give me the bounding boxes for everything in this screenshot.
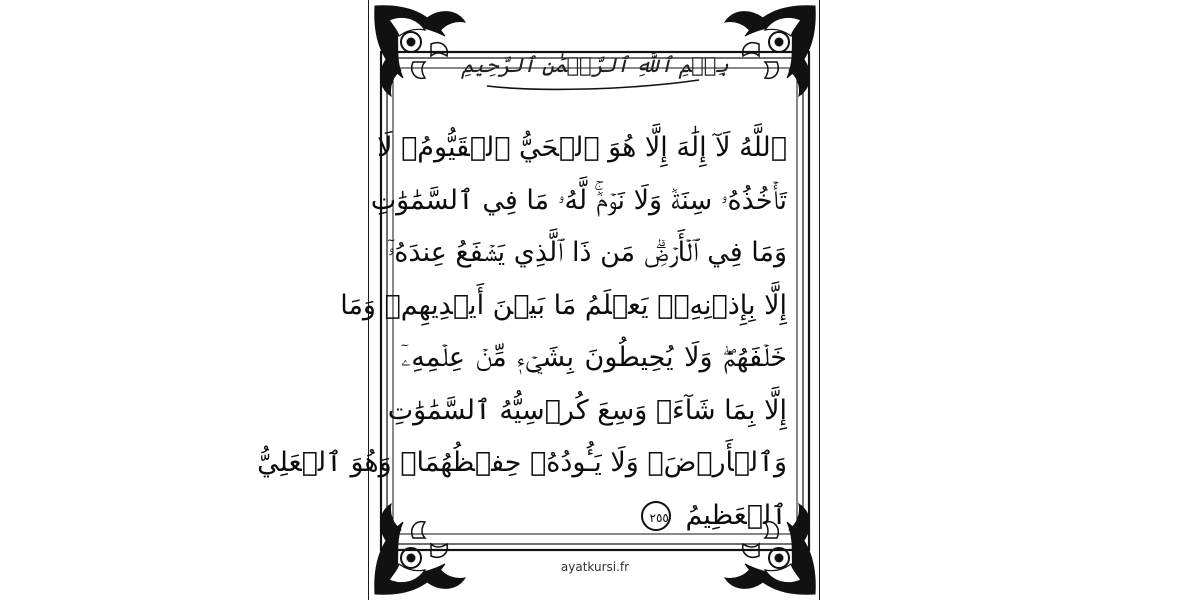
- verse-line: وَمَا فِي ٱلۡأَرۡضِۗ مَن ذَا ٱلَّذِي يَشۡفَعُ عِندَهُۥٓ: [387, 237, 787, 268]
- verse-line: وَٱلۡأَرۡضَۖ وَلَا يَـُٔودُهُۥ حِفۡظُهُمَاۚ وَهُوَ ٱلۡعَلِيُّ: [257, 447, 787, 478]
- basmala-heading: بِسۡمِ ٱللَّهِ ٱلرَّحۡمَٰنِ ٱلرَّحِيمِ: [461, 53, 729, 77]
- verse-line-last: [401, 490, 787, 543]
- verse-line: خَلۡفَهُمۡۖ وَلَا يُحِيطُونَ بِشَيۡءٖ مِّنۡ عِلۡمِهِۦٓ: [401, 342, 787, 373]
- verse-line: إِلَّا بِمَا شَآءَۚ وَسِعَ كُرۡسِيُّهُ ٱلسَّمَٰوَٰتِ: [387, 394, 787, 426]
- verse-text: [257, 122, 787, 534]
- ayat-kursi-poster: [257, 0, 820, 600]
- website-label: ayatkursi.fr: [560, 560, 630, 574]
- ayah-number-marker: ٢٥٥: [641, 501, 671, 531]
- verse-line: إِلَّا بِإِذۡنِهِۦۚ يَعۡلَمُ مَا بَيۡنَ أَيۡدِيهِمۡ وَمَا: [340, 289, 787, 321]
- verse-final-word: ٱلۡعَظِيمُ: [685, 499, 787, 531]
- verse-line: ٱللَّهُ لَآ إِلَٰهَ إِلَّا هُوَ ٱلۡحَيُّ ٱلۡقَيُّومُۚ لَا: [377, 132, 787, 163]
- verse-line: تَأۡخُذُهُۥ سِنَةٞ وَلَا نَوۡمٞۚ لَّهُۥ مَا فِي ٱلسَّمَٰوَٰتِ: [370, 184, 787, 216]
